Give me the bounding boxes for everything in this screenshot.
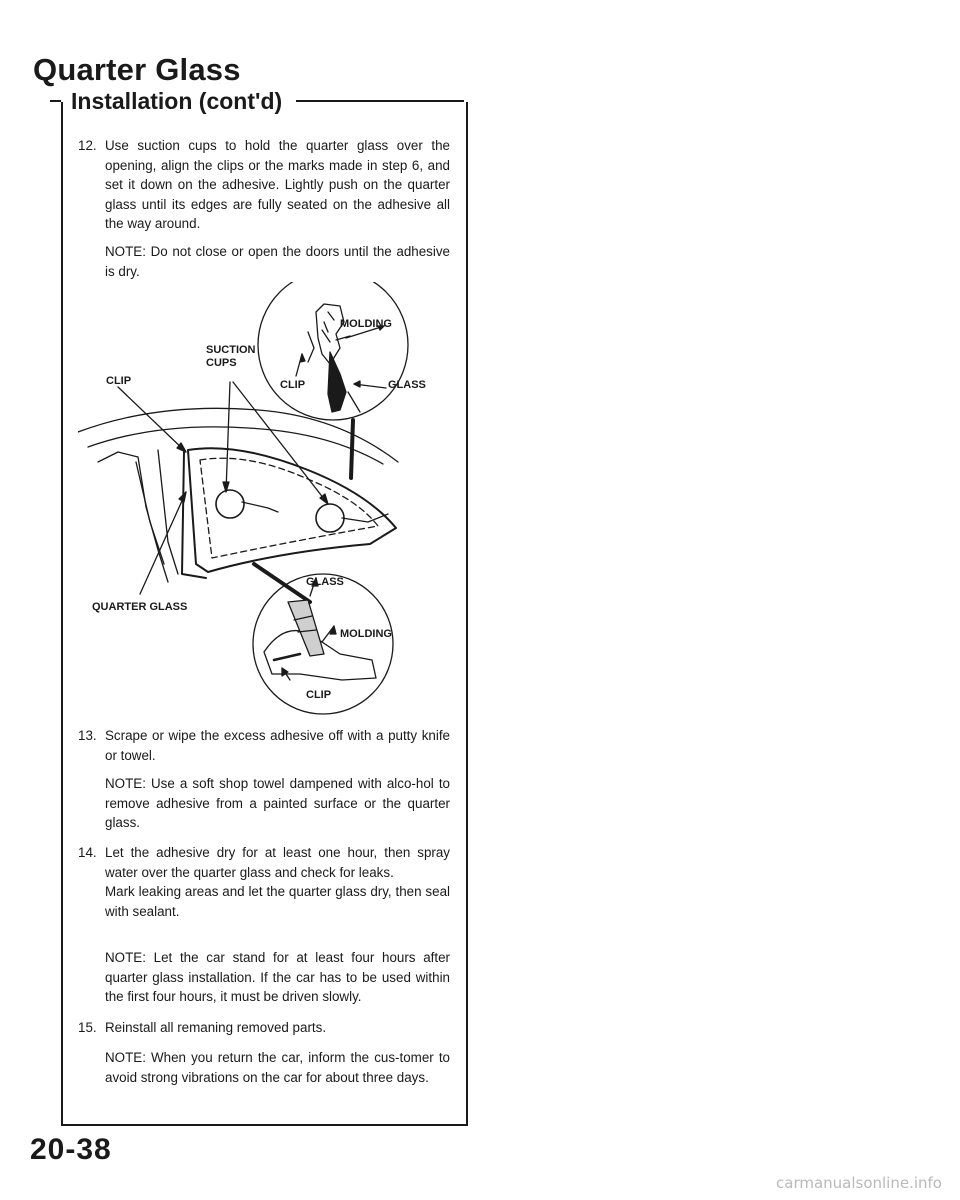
section-header bbox=[50, 81, 464, 121]
step-text: Use suction cups to hold the quarter glass over the opening, align the clips or the marks made in step 6, and set it down on the adhesive. Lightly push on the quarter glass until its edges are fully seated on the adhesive all the way around. bbox=[105, 138, 450, 231]
label-glass-bottom: GLASS bbox=[306, 576, 344, 588]
label-molding-top: MOLDING bbox=[340, 318, 392, 330]
step-number: 13. bbox=[78, 728, 97, 743]
step-text: Scrape or wipe the excess adhesive off with a putty knife or towel. bbox=[105, 728, 450, 763]
illustration-drawing bbox=[78, 282, 458, 722]
quarter-glass-outline bbox=[188, 448, 396, 572]
watermark: carmanualsonline.info bbox=[776, 1174, 942, 1192]
quarter-glass-illustration bbox=[78, 282, 458, 722]
step-text: Let the adhesive dry for at least one hour, then spray water over the quarter glass and check for leaks. bbox=[105, 845, 450, 880]
section-tick bbox=[50, 100, 61, 102]
step-15-note: NOTE: When you return the car, inform the cus-tomer to avoid strong vibrations on the car for about three days. bbox=[105, 1050, 450, 1085]
suction-cup-left bbox=[216, 490, 244, 518]
label-clip-top: CLIP bbox=[280, 379, 306, 391]
step-12-note: NOTE: Do not close or open the doors until the adhesive is dry. bbox=[105, 244, 450, 279]
label-clip-bottom: CLIP bbox=[306, 689, 332, 701]
label-clip-left: CLIP bbox=[106, 375, 132, 387]
page-number: 20-38 bbox=[30, 1133, 112, 1166]
section-title: Installation (cont'd) bbox=[67, 88, 296, 115]
step-number: 14. bbox=[78, 845, 97, 860]
step-text: Reinstall all remaning removed parts. bbox=[105, 1020, 327, 1035]
label-quarter-glass: QUARTER GLASS bbox=[92, 601, 188, 613]
step-14-note: NOTE: Let the car stand for at least four hours after quarter glass installation. If the car has to be used within the first four hours, it must be driven slowly. bbox=[105, 950, 450, 1004]
label-suction: SUCTION bbox=[206, 344, 256, 356]
label-cups: CUPS bbox=[206, 357, 237, 369]
page-title: Quarter Glass bbox=[33, 52, 241, 87]
label-glass-top: GLASS bbox=[388, 379, 426, 391]
suction-cup-right bbox=[316, 504, 344, 532]
section-rule bbox=[296, 100, 464, 102]
step-number: 15. bbox=[78, 1020, 97, 1035]
step-number: 12. bbox=[78, 138, 97, 153]
step-13-note: NOTE: Use a soft shop towel dampened with alco-hol to remove adhesive from a painted surface or the quarter glass. bbox=[105, 776, 450, 830]
label-molding-bottom: MOLDING bbox=[340, 628, 392, 640]
step-text-continued: Mark leaking areas and let the quarter glass dry, then seal with sealant. bbox=[105, 884, 450, 919]
